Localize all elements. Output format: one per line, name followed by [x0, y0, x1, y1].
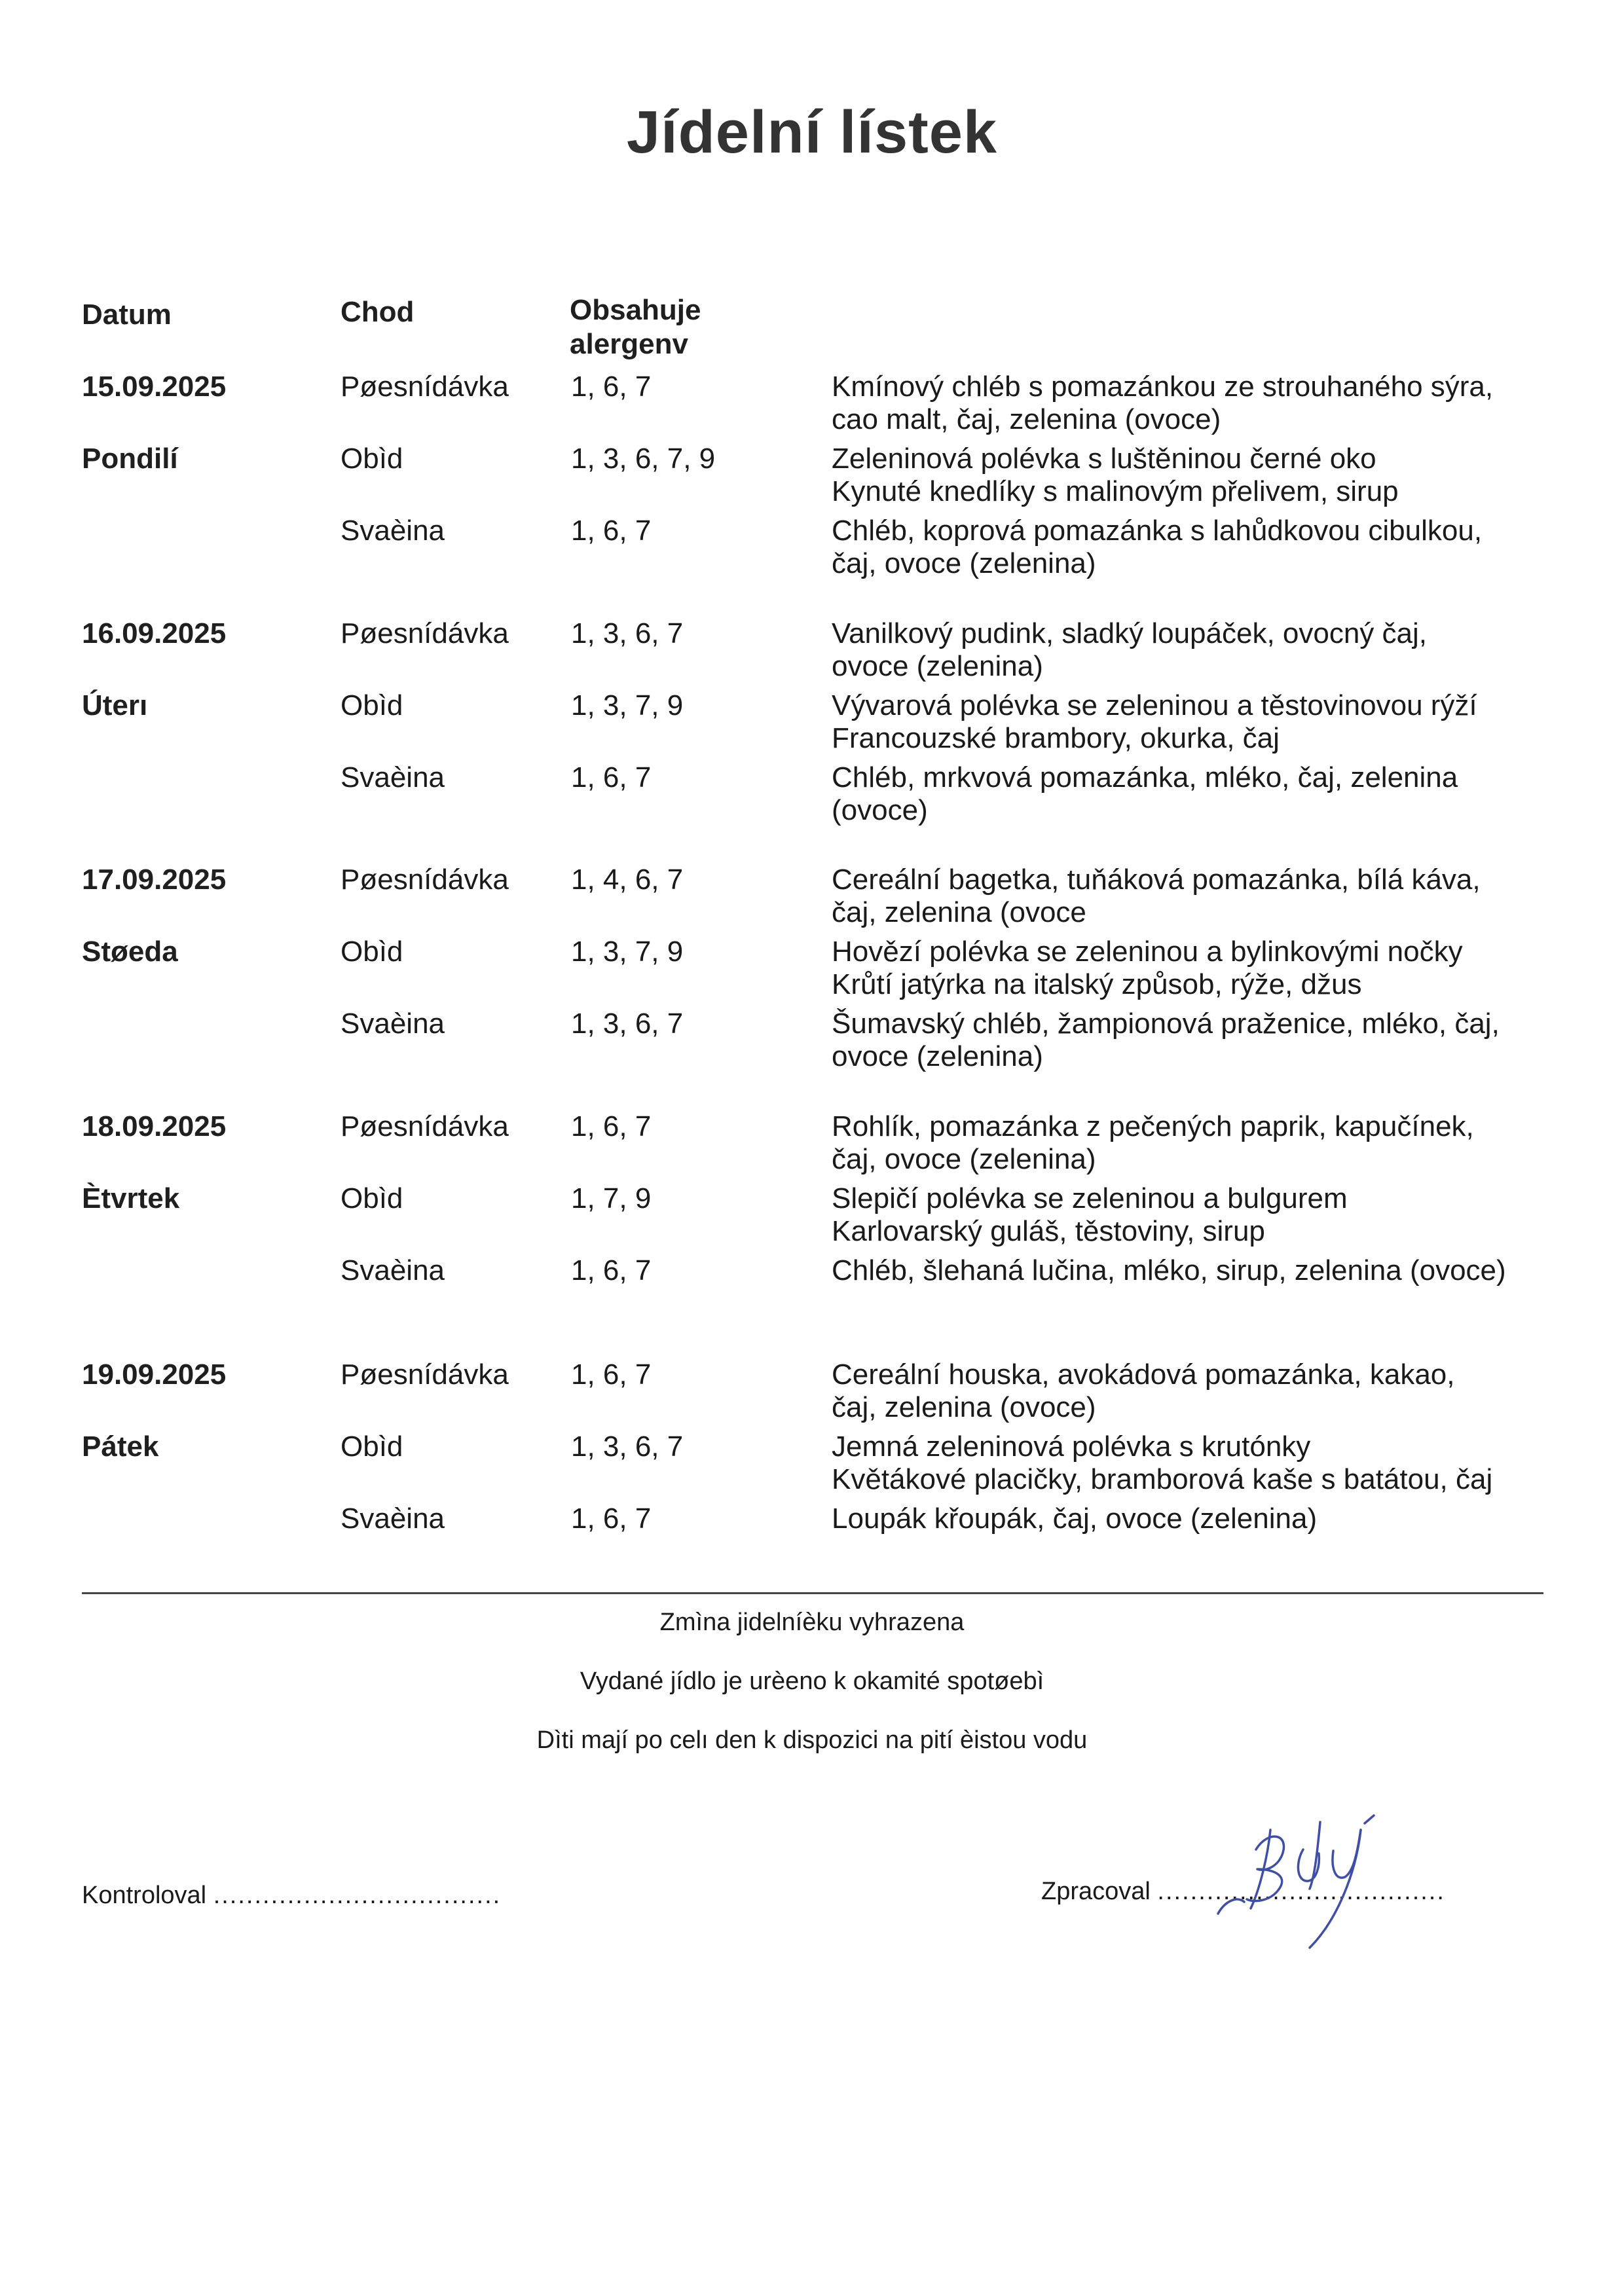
meal-row — [0, 617, 1624, 683]
meal-description — [832, 443, 1565, 508]
meal-row — [0, 1182, 1624, 1248]
meal-line: Květákové placičky, bramborová kaše s batátou, čaj — [832, 1463, 1493, 1495]
meal-allergens: 1, 6, 7 — [571, 1254, 652, 1286]
day-name: Støeda — [82, 936, 178, 968]
meal-line: Loupák křoupák, čaj, ovoce (zelenina) — [832, 1503, 1318, 1535]
meal-line: Zeleninová polévka s luštěninou černé oko — [832, 443, 1376, 475]
meal-course: Obìd — [341, 1430, 403, 1463]
meal-line: Cereální bagetka, tuňáková pomazánka, bílá káva, — [832, 864, 1481, 896]
meal-row — [0, 1008, 1624, 1073]
day-date: 19.09.2025 — [82, 1358, 227, 1391]
meal-allergens: 1, 3, 6, 7 — [571, 617, 684, 649]
header-course: Chod — [341, 296, 415, 328]
meal-description — [832, 1430, 1565, 1496]
meal-description — [832, 1008, 1565, 1073]
meal-row — [0, 1503, 1624, 1568]
prepared-by-line: ................................... — [1157, 1878, 1445, 1905]
meal-description — [832, 371, 1565, 436]
meal-description — [832, 1110, 1565, 1176]
meal-line: Chléb, šlehaná lučina, mléko, sirup, zelenina (ovoce) — [832, 1254, 1506, 1286]
meal-row — [0, 864, 1624, 929]
meal-line: (ovoce) — [832, 794, 928, 826]
meal-allergens: 1, 4, 6, 7 — [571, 864, 684, 896]
meal-description — [832, 617, 1565, 683]
divider — [82, 1592, 1543, 1594]
meal-line: Rohlík, pomazánka z pečených paprik, kapučínek, — [832, 1110, 1474, 1142]
header-allergens: Obsahuje alergenv — [570, 294, 701, 360]
meal-description — [832, 515, 1565, 580]
day-name: Ètvrtek — [82, 1182, 180, 1214]
meal-course: Obìd — [341, 936, 403, 968]
meal-course: Pøesnídávka — [341, 1358, 509, 1391]
checked-by — [82, 1880, 501, 1910]
meal-description — [832, 1182, 1565, 1248]
meal-allergens: 1, 6, 7 — [571, 371, 652, 403]
meal-line: čaj, ovoce (zelenina) — [832, 547, 1096, 579]
meal-course: Svaèina — [341, 1503, 445, 1535]
meal-course: Pøesnídávka — [341, 371, 509, 403]
checked-by-line: ................................... — [213, 1882, 502, 1909]
day-date: 18.09.2025 — [82, 1110, 227, 1142]
meal-course: Obìd — [341, 1182, 403, 1214]
page-title: Jídelní lístek — [626, 99, 998, 166]
meal-row — [0, 1430, 1624, 1496]
meal-description — [832, 689, 1565, 755]
meal-row — [0, 761, 1624, 827]
meal-allergens: 1, 3, 6, 7, 9 — [571, 443, 716, 475]
checked-by-label: Kontroloval — [82, 1882, 207, 1909]
day-name: Pondilí — [82, 443, 178, 475]
meal-line: Šumavský chléb, žampionová praženice, mléko, čaj, — [832, 1008, 1500, 1040]
day-name: Úterı — [82, 689, 148, 721]
meal-line: Francouzské brambory, okurka, čaj — [832, 722, 1280, 754]
meal-row — [0, 1358, 1624, 1424]
meal-line: Chléb, koprová pomazánka s lahůdkovou cibulkou, — [832, 515, 1483, 547]
meal-line: Kmínový chléb s pomazánkou ze strouhaného sýra, — [832, 371, 1494, 403]
meal-course: Svaèina — [341, 1008, 445, 1040]
meal-course: Svaèina — [341, 1254, 445, 1286]
meal-row — [0, 1110, 1624, 1176]
meal-allergens: 1, 6, 7 — [571, 1358, 652, 1391]
meal-course: Svaèina — [341, 515, 445, 547]
day-date: 16.09.2025 — [82, 617, 227, 649]
meal-line: Hovězí polévka se zeleninou a bylinkovými nočky — [832, 936, 1463, 968]
meal-description — [832, 864, 1565, 929]
note-consumption: Vydané jídlo je urèeno k okamité spotøebì — [580, 1667, 1044, 1695]
meal-allergens: 1, 3, 6, 7 — [571, 1008, 684, 1040]
prepared-by-label: Zpracoval — [1041, 1878, 1151, 1905]
meal-description — [832, 1358, 1565, 1424]
meal-line: ovoce (zelenina) — [832, 650, 1043, 682]
meal-line: Kynuté knedlíky s malinovým přelivem, sirup — [832, 475, 1399, 507]
meal-row — [0, 689, 1624, 755]
meal-allergens: 1, 6, 7 — [571, 761, 652, 793]
meal-line: Vývarová polévka se zeleninou a těstovinovou rýží — [832, 689, 1477, 721]
notes — [0, 1607, 1624, 1784]
meal-description — [832, 1254, 1565, 1287]
meal-allergens: 1, 6, 7 — [571, 1110, 652, 1142]
meal-allergens: 1, 6, 7 — [571, 515, 652, 547]
handwritten-signature — [1205, 1804, 1421, 1954]
meal-line: čaj, zelenina (ovoce) — [832, 1391, 1096, 1423]
meal-line: Vanilkový pudink, sladký loupáček, ovocný čaj, — [832, 617, 1428, 649]
day-date: 17.09.2025 — [82, 864, 227, 896]
meal-course: Pøesnídávka — [341, 617, 509, 649]
meal-allergens: 1, 3, 7, 9 — [571, 936, 684, 968]
meal-row — [0, 371, 1624, 436]
meal-row — [0, 1254, 1624, 1320]
meal-description — [832, 1503, 1565, 1535]
meal-line: Karlovarský guláš, těstoviny, sirup — [832, 1215, 1265, 1247]
meal-line: Chléb, mrkvová pomazánka, mléko, čaj, zelenina — [832, 761, 1458, 793]
header-date: Datum — [82, 299, 172, 331]
note-menu-change: Zmìna jidelníèku vyhrazena — [659, 1609, 965, 1636]
day-date: 15.09.2025 — [82, 371, 227, 403]
meal-line: Cereální houska, avokádová pomazánka, kakao, — [832, 1358, 1455, 1391]
meal-line: ovoce (zelenina) — [832, 1040, 1043, 1072]
meal-allergens: 1, 7, 9 — [571, 1182, 652, 1214]
meal-description — [832, 936, 1565, 1001]
note-water: Dìti mají po celı den k dispozici na pití èistou vodu — [536, 1726, 1088, 1754]
meal-allergens: 1, 6, 7 — [571, 1503, 652, 1535]
meal-course: Pøesnídávka — [341, 1110, 509, 1142]
meal-course: Obìd — [341, 443, 403, 475]
meal-line: cao malt, čaj, zelenina (ovoce) — [832, 403, 1221, 435]
meal-allergens: 1, 3, 6, 7 — [571, 1430, 684, 1463]
meal-row — [0, 443, 1624, 508]
meal-course: Obìd — [341, 689, 403, 721]
meal-line: Slepičí polévka se zeleninou a bulgurem — [832, 1182, 1348, 1214]
meal-row — [0, 515, 1624, 580]
meal-line: čaj, zelenina (ovoce — [832, 896, 1086, 928]
meal-course: Svaèina — [341, 761, 445, 793]
meal-allergens: 1, 3, 7, 9 — [571, 689, 684, 721]
day-name: Pátek — [82, 1430, 159, 1463]
meal-row — [0, 936, 1624, 1001]
meal-line: Krůtí jatýrka na italský způsob, rýže, džus — [832, 968, 1362, 1000]
meal-line: čaj, ovoce (zelenina) — [832, 1143, 1096, 1175]
meal-course: Pøesnídávka — [341, 864, 509, 896]
meal-line: Jemná zeleninová polévka s krutónky — [832, 1430, 1311, 1463]
meal-description — [832, 761, 1565, 827]
